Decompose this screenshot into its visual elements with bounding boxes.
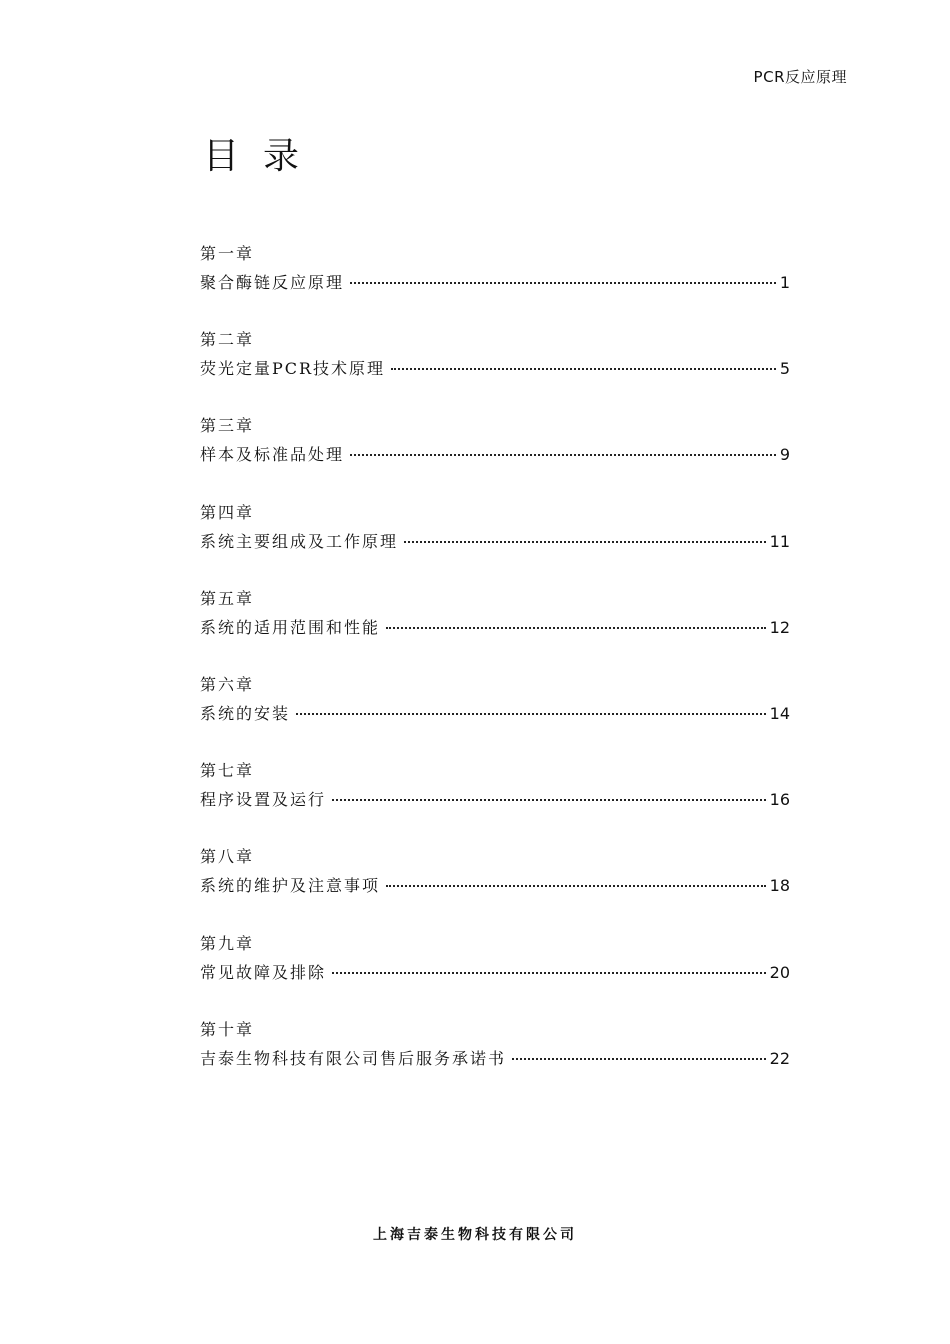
toc-entry: [200, 1016, 790, 1102]
dot-leader: [386, 627, 766, 629]
toc-entry: [200, 671, 790, 757]
chapter-label: 第三章: [200, 416, 255, 436]
toc-entry: [200, 585, 790, 671]
dot-leader: [296, 713, 766, 715]
chapter-label: 第二章: [200, 330, 255, 350]
chapter-label: 第六章: [200, 674, 255, 694]
chapter-title: 常见故障及排除: [200, 962, 327, 982]
chapter-label: 第一章: [200, 244, 255, 263]
dot-leader: [391, 368, 776, 370]
page-number: 12: [769, 617, 790, 637]
toc-entry: [200, 412, 790, 498]
page-number: 9: [779, 445, 790, 465]
toc-line[interactable]: [200, 613, 790, 643]
page-number: 20: [769, 962, 790, 982]
chapter-label: 第十章: [200, 1019, 255, 1039]
chapter-title: 程序设置及运行: [200, 790, 327, 810]
toc-entry: [200, 757, 790, 843]
chapter-title: 吉泰生物科技有限公司售后服务承诺书: [200, 1048, 507, 1068]
toc-title: 目录: [203, 136, 324, 177]
toc-entry: [200, 930, 790, 1016]
toc-line[interactable]: [200, 268, 790, 298]
footer-company-name: 上海吉泰生物科技有限公司: [373, 1227, 577, 1243]
toc-line[interactable]: [200, 699, 790, 729]
dot-leader: [404, 541, 766, 543]
toc-entry: [200, 843, 790, 929]
chapter-title: 系统的适用范围和性能: [200, 617, 381, 637]
chapter-title: 系统的维护及注意事项: [200, 876, 381, 896]
page-number: 14: [769, 703, 790, 723]
dot-leader: [350, 454, 776, 456]
chapter-label: 第七章: [200, 761, 255, 781]
page-number: 22: [769, 1048, 790, 1068]
chapter-title: 系统的安装: [200, 703, 291, 723]
toc-line[interactable]: [200, 440, 790, 470]
dot-leader: [332, 972, 766, 974]
toc-line[interactable]: [200, 958, 790, 988]
toc-entry: [200, 499, 790, 585]
page-number: 18: [769, 876, 790, 896]
page-number: 16: [769, 790, 790, 810]
chapter-label: 第四章: [200, 502, 255, 522]
toc-line[interactable]: [200, 1044, 790, 1074]
toc-line[interactable]: [200, 871, 790, 901]
chapter-label: 第八章: [200, 847, 255, 867]
table-of-contents: [200, 240, 790, 1102]
toc-line[interactable]: [200, 354, 790, 384]
toc-entry: [200, 240, 790, 326]
dot-leader: [350, 282, 776, 284]
page-number: 1: [779, 273, 790, 292]
toc-line[interactable]: [200, 785, 790, 815]
dot-leader: [332, 799, 766, 801]
chapter-title: 荧光定量PCR技术原理: [200, 359, 386, 379]
page-number: 5: [779, 359, 790, 379]
toc-entry: [200, 326, 790, 412]
running-header: PCR反应原理: [753, 68, 847, 86]
page-number: 11: [769, 531, 790, 551]
toc-line[interactable]: [200, 527, 790, 557]
dot-leader: [512, 1058, 766, 1060]
chapter-title: 聚合酶链反应原理: [200, 273, 345, 292]
dot-leader: [386, 885, 766, 887]
chapter-title: 系统主要组成及工作原理: [200, 531, 399, 551]
chapter-label: 第九章: [200, 933, 255, 953]
chapter-label: 第五章: [200, 588, 255, 608]
chapter-title: 样本及标准品处理: [200, 445, 345, 465]
